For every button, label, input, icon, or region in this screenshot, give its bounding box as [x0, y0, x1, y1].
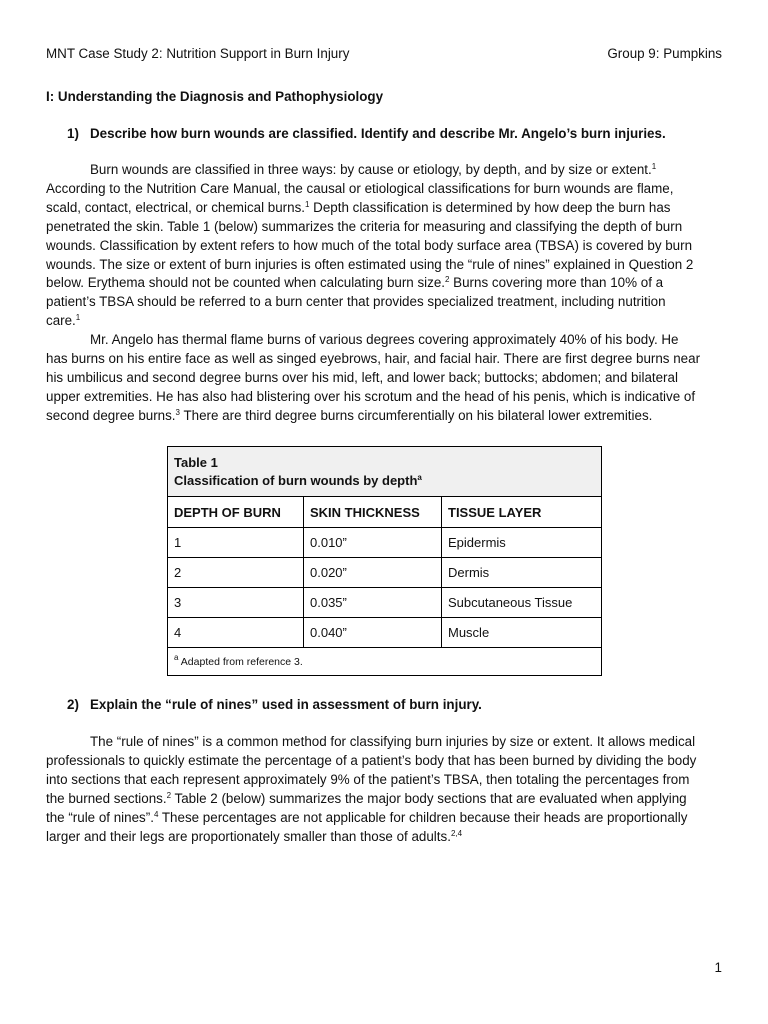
- p2-line-5: second degree burns.$^3$ There are third degree burns circumferentially on his bilateral lower extremities.: [46, 407, 653, 423]
- table-row: [168, 528, 602, 558]
- p3-line-6: larger and their legs are proportionately smaller than those of adults.$^{2,4}$: [46, 828, 463, 844]
- p2-line-3: his umbilicus and second degree burns over his mid, left, and lower back; buttocks; abdomen; and bilateral: [46, 369, 678, 385]
- table-footnote: $^a$ Adapted from reference 3.: [168, 648, 602, 676]
- paragraph-3: [46, 733, 726, 846]
- p1-line-2: According to the Nutrition Care Manual, the causal or etiological classifications for burn wounds are flame,: [46, 180, 674, 196]
- table-title: Classification of burn wounds by depth: [174, 472, 418, 488]
- p3-line-3: into sections that each represent approximately 9% of the patient’s TBSA, then totaling the percentages from: [46, 771, 690, 787]
- table-cell: 0.020”: [304, 558, 442, 588]
- ref-sup: 2: [445, 275, 450, 285]
- question-1-text: Describe how burn wounds are classified. Identify and describe Mr. Angelo’s burn injuries.: [90, 126, 666, 141]
- table-caption: [168, 447, 602, 497]
- page-number: 1: [714, 960, 722, 975]
- paragraph-2: [46, 331, 726, 426]
- table-cell: Epidermis: [442, 528, 602, 558]
- table-cell: Dermis: [442, 558, 602, 588]
- ref-sup: 1: [75, 313, 81, 323]
- question-1-number: 1): [67, 126, 79, 141]
- table-row: [168, 588, 602, 618]
- p1-line-8: patient’s TBSA should be referred to a burn center that provides specialized treatment, including nutrition: [46, 294, 666, 310]
- table-row: [168, 618, 602, 648]
- question-2-number: 2): [67, 697, 79, 712]
- table-footnote-row: [168, 648, 602, 676]
- table-cell: 3: [168, 588, 304, 618]
- table-label: Table 1: [174, 454, 218, 470]
- table-header-row: [168, 497, 602, 528]
- p1-line-7: below. Erythema should not be counted when calculating burn size.$^2$ Burns covering more than 10% of a: [46, 275, 664, 291]
- p3-line-5: the “rule of nines”.$^4$ These percentages are not applicable for children because their heads are proportionally: [46, 809, 688, 825]
- table-cell: 0.010”: [304, 528, 442, 558]
- ref-sup: 1: [651, 162, 657, 171]
- p3-line-2: professionals to quickly estimate the percentage of a patient’s body that has been burned by dividing the body: [46, 752, 697, 768]
- p1-line-1: Burn wounds are classified in three ways: by cause or etiology, by depth, and by size or extent.$^1$: [90, 162, 657, 177]
- table-header-cell: DEPTH OF BURN: [168, 497, 304, 528]
- p2-line-1: Mr. Angelo has thermal flame burns of various degrees covering approximately 40% of his body. He: [90, 332, 679, 347]
- question-2-text: Explain the “rule of nines” used in assessment of burn injury.: [90, 697, 482, 712]
- table-cell: 4: [168, 618, 304, 648]
- table-row: [168, 558, 602, 588]
- p2-line-4: upper extremities. He has also had blistering over his scrotum and the head of his penis, which is indicative of: [46, 388, 696, 404]
- header-right: Group 9: Pumpkins: [607, 46, 722, 61]
- burn-depth-table: [167, 446, 602, 676]
- table-cell: 0.035”: [304, 588, 442, 618]
- p3-line-4: the burned sections.$^2$ Table 2 (below) summarizes the major body sections that are evaluated when applying: [46, 790, 687, 806]
- p1-line-4: penetrated the skin. Table 1 (below) summarizes the criteria for measuring and classifying the depth of burn: [46, 218, 683, 234]
- table-cell: 0.040”: [304, 618, 442, 648]
- ref-sup: 4: [153, 809, 159, 819]
- table-cell: Muscle: [442, 618, 602, 648]
- table-header-cell: SKIN THICKNESS: [304, 497, 442, 528]
- question-1: [67, 126, 727, 141]
- table-cell: Subcutaneous Tissue: [442, 588, 602, 618]
- p2-line-2: has burns on his entire face as well as singed eyebrows, hair, and facial hair. There are first degree burns near: [46, 350, 701, 366]
- table-cell: 1: [168, 528, 304, 558]
- p1-line-3: scald, contact, electrical, or chemical burns.$^1$ Depth classification is determined by how deep the burn has: [46, 199, 671, 215]
- p1-line-9: care.$^1$: [46, 313, 81, 329]
- paragraph-1: [46, 161, 726, 331]
- ref-sup: 1: [305, 199, 310, 209]
- p1-line-6: wounds. The size or extent of burn injuries is often estimated using the “rule of nines” explained in Question 2: [46, 256, 694, 272]
- section-title: I: Understanding the Diagnosis and Pathophysiology: [46, 89, 384, 104]
- ref-sup: 3: [175, 407, 180, 417]
- question-2: [67, 697, 727, 712]
- p1-line-5: wounds. Classification by extent refers to how much of the total body surface area (TBSA) is covered by burn: [46, 237, 693, 253]
- ref-sup: 2: [166, 790, 172, 800]
- ref-sup: 2,4: [450, 828, 463, 838]
- table-header-cell: TISSUE LAYER: [442, 497, 602, 528]
- header-left: MNT Case Study 2: Nutrition Support in Burn Injury: [46, 46, 350, 61]
- p3-line-1: The “rule of nines” is a common method for classifying burn injuries by size or extent. It allows medical: [90, 734, 696, 749]
- table-title-sup: a: [417, 472, 422, 482]
- table-cell: 2: [168, 558, 304, 588]
